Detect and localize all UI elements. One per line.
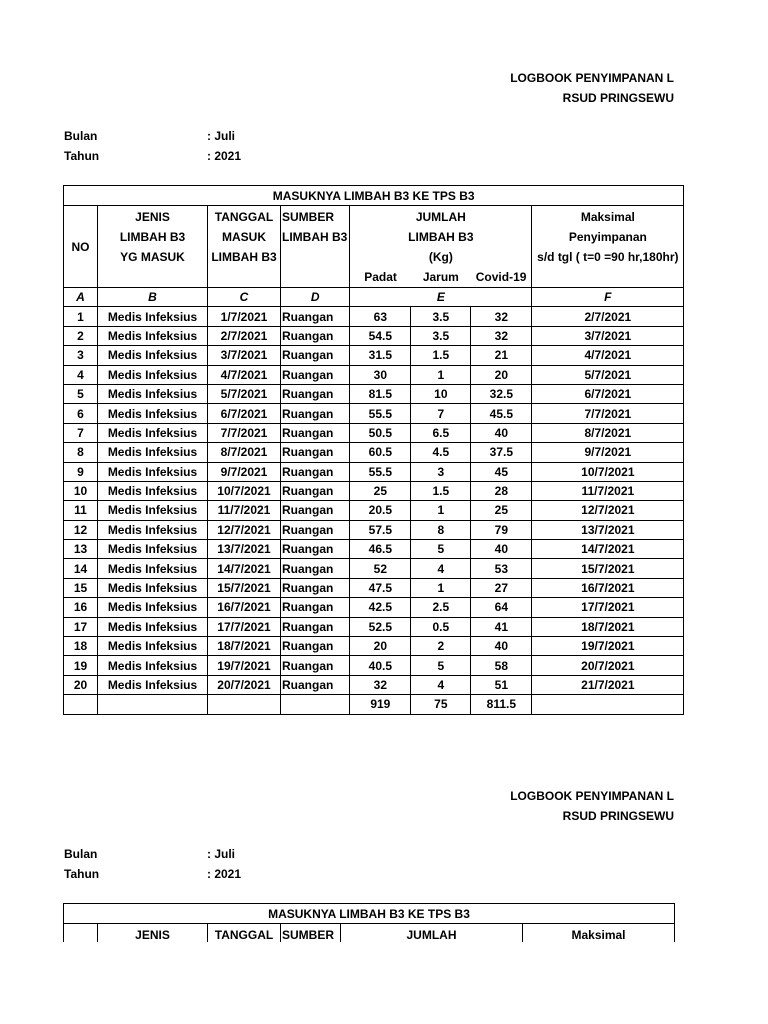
row-maksimal: 8/7/2021 xyxy=(532,423,684,442)
row-padat: 46.5 xyxy=(350,540,411,559)
table-row xyxy=(64,637,684,656)
row-sumber: Ruangan xyxy=(281,307,350,326)
row-maksimal: 14/7/2021 xyxy=(532,540,684,559)
row-sumber: Ruangan xyxy=(281,481,350,500)
row-maksimal: 9/7/2021 xyxy=(532,443,684,462)
col-header-tanggal-2: TANGGAL xyxy=(208,924,281,943)
row-sumber: Ruangan xyxy=(281,637,350,656)
row-padat: 60.5 xyxy=(350,443,411,462)
row-padat: 25 xyxy=(350,481,411,500)
table-row xyxy=(64,365,684,384)
letter-f: F xyxy=(532,288,684,307)
row-tanggal: 20/7/2021 xyxy=(208,675,281,694)
row-jenis: Medis Infeksius xyxy=(98,501,208,520)
row-covid: 27 xyxy=(471,578,532,597)
row-maksimal: 13/7/2021 xyxy=(532,520,684,539)
sub-header-jarum: Jarum xyxy=(411,267,471,288)
col-header-maksimal-2: Maksimal xyxy=(523,924,675,943)
row-tanggal: 18/7/2021 xyxy=(208,637,281,656)
row-maksimal: 19/7/2021 xyxy=(532,637,684,656)
row-maksimal: 6/7/2021 xyxy=(532,384,684,403)
table-row xyxy=(64,559,684,578)
row-tanggal: 3/7/2021 xyxy=(208,346,281,365)
row-jarum: 1 xyxy=(411,365,471,384)
table-row xyxy=(64,384,684,403)
row-padat: 52.5 xyxy=(350,617,411,636)
row-tanggal: 8/7/2021 xyxy=(208,443,281,462)
row-tanggal: 19/7/2021 xyxy=(208,656,281,675)
table-row xyxy=(64,423,684,442)
row-jarum: 3.5 xyxy=(411,326,471,345)
row-covid: 58 xyxy=(471,656,532,675)
row-jarum: 8 xyxy=(411,520,471,539)
table-row xyxy=(64,326,684,345)
row-sumber: Ruangan xyxy=(281,578,350,597)
row-tanggal: 17/7/2021 xyxy=(208,617,281,636)
row-tanggal: 9/7/2021 xyxy=(208,462,281,481)
row-no: 10 xyxy=(64,481,98,500)
row-maksimal: 4/7/2021 xyxy=(532,346,684,365)
row-jarum: 6.5 xyxy=(411,423,471,442)
row-jenis: Medis Infeksius xyxy=(98,559,208,578)
row-jenis: Medis Infeksius xyxy=(98,365,208,384)
table-row xyxy=(64,656,684,675)
row-covid: 25 xyxy=(471,501,532,520)
row-sumber: Ruangan xyxy=(281,656,350,675)
row-covid: 40 xyxy=(471,637,532,656)
row-jenis: Medis Infeksius xyxy=(98,462,208,481)
row-maksimal: 5/7/2021 xyxy=(532,365,684,384)
row-sumber: Ruangan xyxy=(281,675,350,694)
row-no: 19 xyxy=(64,656,98,675)
row-padat: 40.5 xyxy=(350,656,411,675)
logbook-table xyxy=(63,185,684,715)
row-tanggal: 7/7/2021 xyxy=(208,423,281,442)
bulan-label: Bulan xyxy=(64,129,98,143)
tahun-value: : 2021 xyxy=(207,149,242,163)
row-padat: 52 xyxy=(350,559,411,578)
table-row xyxy=(64,617,684,636)
row-maksimal: 20/7/2021 xyxy=(532,656,684,675)
total-covid: 811.5 xyxy=(471,695,532,714)
row-no: 6 xyxy=(64,404,98,423)
row-covid: 64 xyxy=(471,598,532,617)
row-jarum: 1 xyxy=(411,578,471,597)
row-padat: 55.5 xyxy=(350,404,411,423)
tahun-value-2: : 2021 xyxy=(207,867,242,881)
row-sumber: Ruangan xyxy=(281,598,350,617)
total-jarum: 75 xyxy=(411,695,471,714)
row-covid: 20 xyxy=(471,365,532,384)
row-covid: 79 xyxy=(471,520,532,539)
row-jenis: Medis Infeksius xyxy=(98,617,208,636)
row-maksimal: 21/7/2021 xyxy=(532,675,684,694)
table-row xyxy=(64,598,684,617)
row-tanggal: 1/7/2021 xyxy=(208,307,281,326)
table-row xyxy=(64,307,684,326)
table-row xyxy=(64,346,684,365)
row-no: 20 xyxy=(64,675,98,694)
row-covid: 45.5 xyxy=(471,404,532,423)
row-maksimal: 11/7/2021 xyxy=(532,481,684,500)
row-maksimal: 2/7/2021 xyxy=(532,307,684,326)
row-no: 14 xyxy=(64,559,98,578)
row-tanggal: 6/7/2021 xyxy=(208,404,281,423)
row-padat: 81.5 xyxy=(350,384,411,403)
row-padat: 20 xyxy=(350,637,411,656)
row-maksimal: 3/7/2021 xyxy=(532,326,684,345)
row-covid: 32 xyxy=(471,326,532,345)
row-jenis: Medis Infeksius xyxy=(98,481,208,500)
table-row xyxy=(64,481,684,500)
row-sumber: Ruangan xyxy=(281,559,350,578)
col-header-sumber-2: SUMBER xyxy=(281,924,341,943)
row-no: 11 xyxy=(64,501,98,520)
row-sumber: Ruangan xyxy=(281,423,350,442)
second-table-clip xyxy=(0,898,768,942)
letter-e: E xyxy=(350,288,532,307)
row-jarum: 1.5 xyxy=(411,346,471,365)
row-covid: 32.5 xyxy=(471,384,532,403)
row-jarum: 4 xyxy=(411,559,471,578)
row-no: 18 xyxy=(64,637,98,656)
row-covid: 21 xyxy=(471,346,532,365)
bulan-value: : Juli xyxy=(207,129,236,143)
row-padat: 55.5 xyxy=(350,462,411,481)
row-jenis: Medis Infeksius xyxy=(98,578,208,597)
row-covid: 37.5 xyxy=(471,443,532,462)
col-header-jumlah: JUMLAH LIMBAH B3 (Kg) xyxy=(350,206,532,268)
table-row xyxy=(64,443,684,462)
bulan-label-2: Bulan xyxy=(64,847,98,861)
row-covid: 32 xyxy=(471,307,532,326)
row-jenis: Medis Infeksius xyxy=(98,443,208,462)
row-jarum: 7 xyxy=(411,404,471,423)
row-no: 1 xyxy=(64,307,98,326)
row-maksimal: 18/7/2021 xyxy=(532,617,684,636)
row-jarum: 3 xyxy=(411,462,471,481)
row-covid: 45 xyxy=(471,462,532,481)
table-row xyxy=(64,404,684,423)
row-maksimal: 15/7/2021 xyxy=(532,559,684,578)
row-sumber: Ruangan xyxy=(281,540,350,559)
header-title: LOGBOOK PENYIMPANAN L xyxy=(510,71,674,85)
col-header-maksimal: Maksimal Penyimpanan s/d tgl ( t=0 =90 hr,180hr) xyxy=(532,206,684,288)
row-jarum: 10 xyxy=(411,384,471,403)
row-sumber: Ruangan xyxy=(281,501,350,520)
row-no: 7 xyxy=(64,423,98,442)
col-header-jenis: JENIS LIMBAH B3 YG MASUK xyxy=(98,206,208,288)
row-sumber: Ruangan xyxy=(281,346,350,365)
sub-header-covid: Covid-19 xyxy=(471,267,532,288)
table-row xyxy=(64,540,684,559)
table-row xyxy=(64,462,684,481)
col-header-jumlah-2: JUMLAH xyxy=(341,924,523,943)
row-tanggal: 15/7/2021 xyxy=(208,578,281,597)
row-no: 17 xyxy=(64,617,98,636)
row-covid: 40 xyxy=(471,423,532,442)
row-sumber: Ruangan xyxy=(281,326,350,345)
row-jenis: Medis Infeksius xyxy=(98,637,208,656)
row-jarum: 1.5 xyxy=(411,481,471,500)
row-no: 13 xyxy=(64,540,98,559)
table-row xyxy=(64,520,684,539)
row-padat: 42.5 xyxy=(350,598,411,617)
row-no: 5 xyxy=(64,384,98,403)
row-sumber: Ruangan xyxy=(281,617,350,636)
row-sumber: Ruangan xyxy=(281,443,350,462)
row-padat: 47.5 xyxy=(350,578,411,597)
row-jarum: 4.5 xyxy=(411,443,471,462)
row-no: 9 xyxy=(64,462,98,481)
header-hospital-2: RSUD PRINGSEWU xyxy=(562,809,674,823)
row-jarum: 4 xyxy=(411,675,471,694)
letter-c: C xyxy=(208,288,281,307)
row-covid: 28 xyxy=(471,481,532,500)
row-padat: 63 xyxy=(350,307,411,326)
header-hospital: RSUD PRINGSEWU xyxy=(562,91,674,105)
sub-header-padat: Padat xyxy=(350,267,411,288)
row-padat: 30 xyxy=(350,365,411,384)
row-jenis: Medis Infeksius xyxy=(98,540,208,559)
logbook-table-2 xyxy=(63,903,675,942)
row-maksimal: 7/7/2021 xyxy=(532,404,684,423)
row-padat: 57.5 xyxy=(350,520,411,539)
row-maksimal: 16/7/2021 xyxy=(532,578,684,597)
row-jenis: Medis Infeksius xyxy=(98,404,208,423)
row-sumber: Ruangan xyxy=(281,404,350,423)
row-jenis: Medis Infeksius xyxy=(98,326,208,345)
row-jenis: Medis Infeksius xyxy=(98,675,208,694)
letter-a: A xyxy=(64,288,98,307)
row-jarum: 5 xyxy=(411,540,471,559)
table-row xyxy=(64,578,684,597)
row-padat: 20.5 xyxy=(350,501,411,520)
row-covid: 41 xyxy=(471,617,532,636)
row-padat: 50.5 xyxy=(350,423,411,442)
row-padat: 31.5 xyxy=(350,346,411,365)
row-jarum: 5 xyxy=(411,656,471,675)
row-jenis: Medis Infeksius xyxy=(98,598,208,617)
header-title-2: LOGBOOK PENYIMPANAN L xyxy=(510,789,674,803)
row-tanggal: 16/7/2021 xyxy=(208,598,281,617)
row-sumber: Ruangan xyxy=(281,384,350,403)
letter-b: B xyxy=(98,288,208,307)
row-jenis: Medis Infeksius xyxy=(98,520,208,539)
row-jarum: 1 xyxy=(411,501,471,520)
bulan-value-2: : Juli xyxy=(207,847,236,861)
table-title-2: MASUKNYA LIMBAH B3 KE TPS B3 xyxy=(64,904,675,924)
row-tanggal: 4/7/2021 xyxy=(208,365,281,384)
row-covid: 51 xyxy=(471,675,532,694)
row-no: 12 xyxy=(64,520,98,539)
row-tanggal: 13/7/2021 xyxy=(208,540,281,559)
row-tanggal: 11/7/2021 xyxy=(208,501,281,520)
totals-row xyxy=(64,695,684,714)
tahun-label-2: Tahun xyxy=(64,867,100,881)
tahun-label: Tahun xyxy=(64,149,100,163)
row-padat: 32 xyxy=(350,675,411,694)
row-jarum: 2.5 xyxy=(411,598,471,617)
row-jarum: 3.5 xyxy=(411,307,471,326)
row-tanggal: 12/7/2021 xyxy=(208,520,281,539)
row-no: 16 xyxy=(64,598,98,617)
row-covid: 53 xyxy=(471,559,532,578)
row-jenis: Medis Infeksius xyxy=(98,346,208,365)
row-jarum: 0.5 xyxy=(411,617,471,636)
row-no: 4 xyxy=(64,365,98,384)
col-header-jenis-2: JENIS xyxy=(98,924,208,943)
row-tanggal: 2/7/2021 xyxy=(208,326,281,345)
row-maksimal: 12/7/2021 xyxy=(532,501,684,520)
table-title: MASUKNYA LIMBAH B3 KE TPS B3 xyxy=(64,186,684,206)
row-jenis: Medis Infeksius xyxy=(98,307,208,326)
row-no: 3 xyxy=(64,346,98,365)
row-covid: 40 xyxy=(471,540,532,559)
row-tanggal: 10/7/2021 xyxy=(208,481,281,500)
row-maksimal: 10/7/2021 xyxy=(532,462,684,481)
row-jenis: Medis Infeksius xyxy=(98,656,208,675)
table-row xyxy=(64,501,684,520)
total-padat: 919 xyxy=(350,695,411,714)
row-padat: 54.5 xyxy=(350,326,411,345)
table-row xyxy=(64,675,684,694)
row-jenis: Medis Infeksius xyxy=(98,423,208,442)
row-no: 2 xyxy=(64,326,98,345)
row-no: 15 xyxy=(64,578,98,597)
col-header-tanggal: TANGGAL MASUK LIMBAH B3 xyxy=(208,206,281,288)
row-jarum: 2 xyxy=(411,637,471,656)
row-maksimal: 17/7/2021 xyxy=(532,598,684,617)
col-header-sumber: SUMBER LIMBAH B3 xyxy=(281,206,350,288)
row-sumber: Ruangan xyxy=(281,462,350,481)
row-tanggal: 14/7/2021 xyxy=(208,559,281,578)
row-sumber: Ruangan xyxy=(281,520,350,539)
col-header-no: NO xyxy=(64,206,98,288)
row-no: 8 xyxy=(64,443,98,462)
row-tanggal: 5/7/2021 xyxy=(208,384,281,403)
letter-d: D xyxy=(281,288,350,307)
row-jenis: Medis Infeksius xyxy=(98,384,208,403)
row-sumber: Ruangan xyxy=(281,365,350,384)
